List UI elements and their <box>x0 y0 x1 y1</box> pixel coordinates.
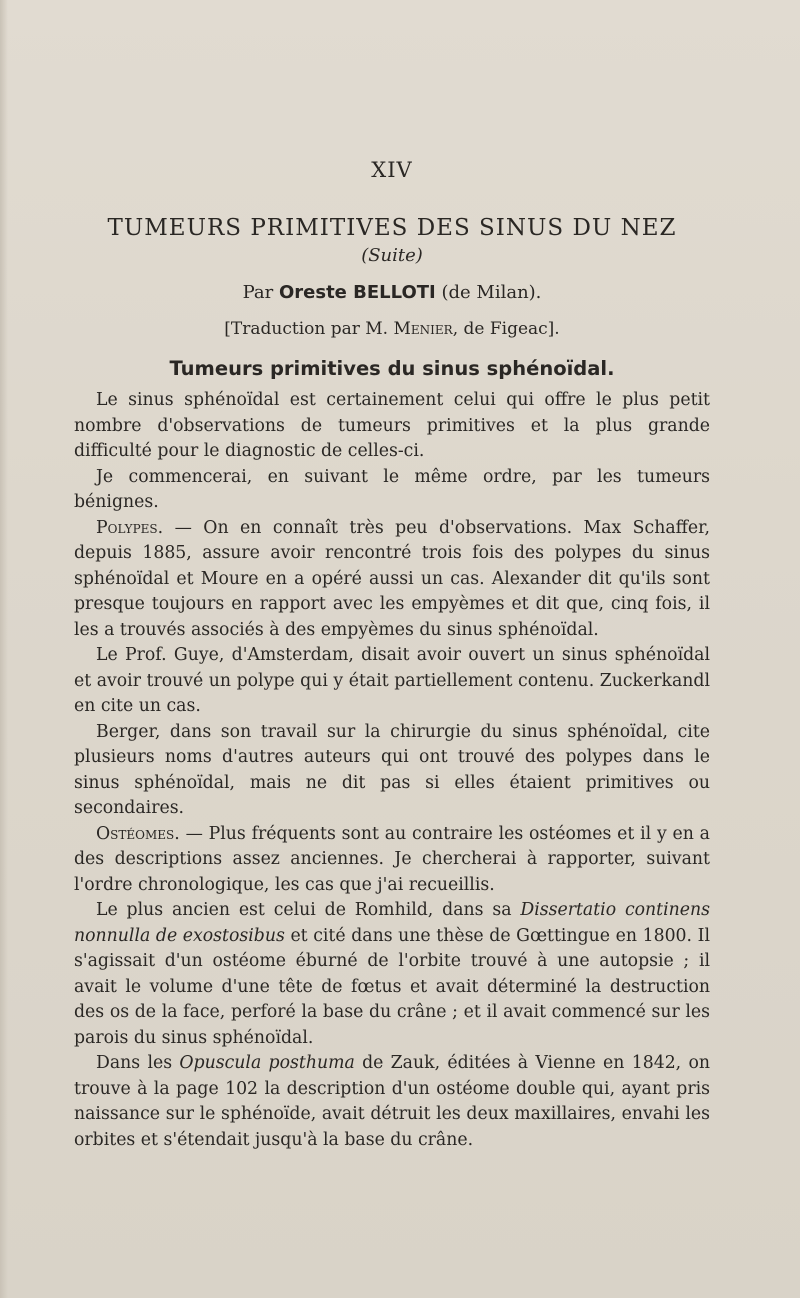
paragraph-polypes: Polypes. — On en connaît très peu d'observations. Max Schaffer, depuis 1885, assure avoir rencontré trois fois des polypes du sinus sphénoïdal et Moure en a opéré aussi un cas. Alexander dit qu'ils sont presque toujours en rapport avec les empyèmes et dit que, cinq fois, il les a trouvés associés à des empyèmes du sinus sphénoïdal. <box>74 517 710 640</box>
article-suite: (Suite) <box>361 245 423 266</box>
paragraph: Je commencerai, en suivant le même ordre, par les tumeurs bénignes. <box>74 466 710 512</box>
author-affiliation: (de Milan). <box>435 282 542 303</box>
page-edge-shadow <box>0 0 8 1298</box>
work-title: Dissertatio continens nonnulla de exostosibus <box>74 900 710 946</box>
byline <box>74 282 710 303</box>
paragraph: Le sinus sphénoïdal est certainement celui qui offre le plus petit nombre d'observations de tumeurs primitives et la plus grande difficulté pour le diagnostic de celles-ci. <box>74 390 710 461</box>
page-content <box>74 150 710 1153</box>
translation-credit: [Traduction par M. Menier, de Figeac]. <box>224 319 560 339</box>
subsection-lead: Polypes. <box>96 517 164 538</box>
paragraph: Le plus ancien est celui de Romhild, dans sa Dissertatio continens nonnulla de exostosibus et cité dans une thèse de Gœttingue en 1800. Il s'agissait d'un ostéome éburné de l'orbite trouvé à une autopsie ; il avait le volume d'une tête de fœtus et avait déterminé la destruction des os de la face, perforé la base du crâne ; et il avait commencé sur les parois du sinus sphénoïdal. <box>74 900 711 1048</box>
body-text <box>74 388 710 1153</box>
subsection-lead: Ostéomes. <box>96 823 180 844</box>
article-title: TUMEURS PRIMITIVES DES SINUS DU NEZ <box>107 215 677 241</box>
translator-name: Menier <box>393 319 453 339</box>
paragraph: Le Prof. Guye, d'Amsterdam, disait avoir ouvert un sinus sphénoïdal et avoir trouvé un polype qui y était partiellement contenu. Zuckerkandl en cite un cas. <box>74 645 710 716</box>
work-title: Opuscula posthuma <box>179 1053 355 1073</box>
paragraph: Berger, dans son travail sur la chirurgie du sinus sphénoïdal, cite plusieurs noms d'autres auteurs qui ont trouvé des polypes dans le sinus sphénoïdal, mais ne dit pas si elles étaient primitives ou secondaires. <box>74 721 710 818</box>
paragraph: Dans les Opuscula posthuma de Zauk, éditées à Vienne en 1842, on trouve à la page 102 la description d'un ostéome double qui, ayant pris naissance sur le sphénoïde, avait détruit les deux maxillaires, envahi les orbites et s'étendait jusqu'à la base du crâne. <box>74 1053 711 1150</box>
byline-prefix: Par <box>242 282 279 303</box>
section-title: Tumeurs primitives du sinus sphénoïdal. <box>169 357 615 380</box>
chapter-number: XIV <box>371 158 413 182</box>
paragraph-osteomes: Ostéomes. — Plus fréquents sont au contraire les ostéomes et il y en a des descriptions assez anciennes. Je chercherai à rapporter, suivant l'ordre chronologique, les cas que j'ai recueillis. <box>74 823 710 895</box>
author-name: Oreste BELLOTI <box>278 282 436 303</box>
